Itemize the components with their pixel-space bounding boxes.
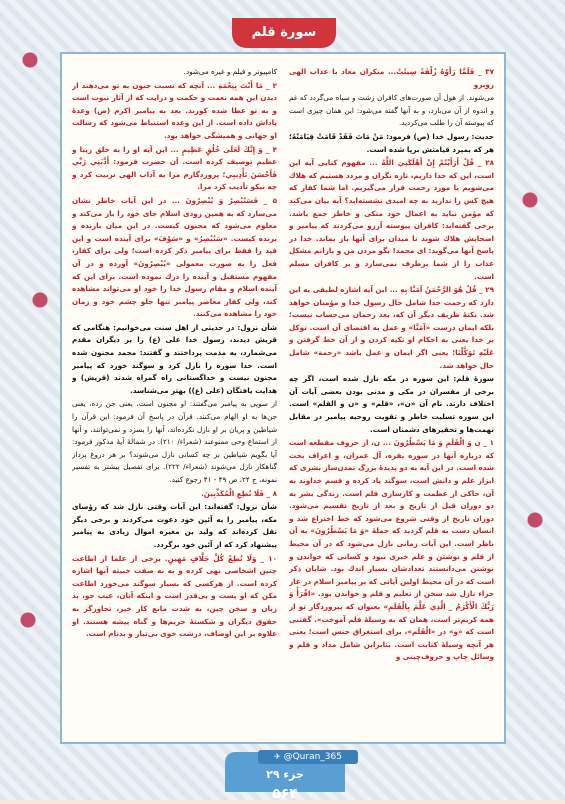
juz-label: جزء ۲۹ [266, 768, 304, 781]
left-column-paragraph: ۵ _ فَسَتُبْصِرُ وَ يُبْصِرُونَ ... در اين آيات خاطر نشان مى‌سازد كه به همين زودى اسلام جاى خود را باز مى‌كند و معلوم مى‌شود كه مجنون كيست. در اين ميان بازنده و برنده كيست. «سَتُبْصِرُ» و «سَوْفَ» براى آينده است و اين قيد را فقط براى پيامبر ذكر كرده است؛ ولى براى كفار، فعل را به صورت معمولى «يُبْصِرُونَ» آورده و در آن مفهوم مستقبل و آينده را درك نموده است. براى اين كه آينده اسلام و مقام رسول خدا را خود او مى‌تواند مشاهده كند، ولى كفار معاصر پيامبر تنها جلو چشم خود و زمان خود را مشاهده مى‌كنند. [72, 195, 277, 319]
left-column [72, 66, 277, 736]
right-column [289, 66, 494, 736]
telegram-icon: ✈ [274, 752, 281, 761]
right-column-paragraph: حديث: رسول خدا (ص) فرمود: مَنْ مَاتَ فَقَدْ قَامَتْ قِيَامَتُهُ؛ هر كه بميرد قيامتش برپا شده است. [289, 131, 494, 154]
left-column-paragraph: از سويى به پيامبر مى‌گفتند: او مجنون است، يعنى جن زده، يعنى جن‌ها به او الهام مى‌كنند. قرآن در پاسخ آن فرمود: اين قرآن را شياطين و پريان بر او نازل نكرده‌اند، آنها را بسزد و نمى‌توانند، و آنها از استماع وحى ممنوعند (شعراء/ ۲۱۰). در شمالهٔ آيهٔ مذكور فرمود: آيا بگويم شياطين بر چه كسانى نازل مى‌شوند؟ بر هر دروغ پرداز گناهكار نازل مى‌شوند (شعراء/ ۲۲۲). براى تفصيل بيشتر به تفسير نمونه، ج ۲۴، ص ۴۹ - ۴۱ رجوع كنيد. [72, 399, 277, 484]
left-column-paragraph: كامپيوتر و فيلم و غيره مى‌شود. [183, 67, 277, 76]
page-number: ۵۶۴ [272, 786, 298, 802]
left-column-paragraph: ۸ _ فَلَا تُطِعِ الْمُكَذِّبِينَ. [201, 488, 277, 498]
right-column-paragraph: ۲۸ _ قُلْ أَرَأَيْتُمْ إِنْ أَهْلَكَنِيَ اللَّهُ ... مفهوم كنايى آيه اين است، اين كه خدا داريم، تازه نگران و مردد هستيم كه هلاك مى‌شويم يا مورد رحمت قرار مى‌گيريم. اما شما كفار كه هيچ كس را نداريد به چه اميدى نشسته‌ايد؟ آيه بيان مى‌كند كه مؤمن نبايد به اعمال خود متكى و خاطر جمع باشد. برخى گفته‌اند: كافران پيوسته آرزو مى‌كردند كه پيامبر و اصحابش هلاك شوند تا ميدان براى آنها باز بماند. خدا در پاسخ آنها مى‌گويد: اى محمد! بگو مردن من و يارانم مشكل عذاب را از شما برطرف نمى‌سازد و بر كافران مسلم است. [289, 158, 494, 281]
channel-name: @Quran_365 [283, 752, 342, 762]
left-column-paragraph: شأن نزول: گفته‌اند: اين آيات وقتى نازل شد كه رؤساى مكه، پيامبر را به آئين خود دعوت مى‌كردند و برخى ديگر نقل كرده‌اند كه وليد بن مغيره اموال زيادى به پيامبر پيشنهاد كرد كه از آئين خود برگردد. [72, 502, 277, 549]
channel-badge [258, 750, 358, 764]
right-column-paragraph: سورهٔ قلم: اين سوره در مكه نازل شده است، اگر چه برخى از مفسران در مكى و مدنى بودن بعضى آيات آن اختلاف دارند. نام آن «ن»، «قلم» و «ن و القلم» است. اين سوره تسليت خاطر و تقويت روحيه پيامبر در مقابل تهمت‌ها و تحقيرهاى دشمنان است. [289, 374, 494, 434]
right-column-paragraph: مى‌شوند. از هول آن صورت‌هاى كافران زشت و سياه مى‌گردد كه غم و اندوه از آن مى‌بارد، و به آنها گفته مى‌شود: اين همان چيزى است كه پيوسته آن را طلب مى‌كرديد. [289, 93, 494, 128]
right-column-paragraph: ۱ _ ن وَ الْقَلَمِ وَ مَا يَسْطُرُونَ ... ن، از حروف مقطعه است كه درباره آنها در سوره بقره، آل عمران، و اعراف بحث شده است. در اين آيه به دو پديدهٔ بزرگ تمدن‌ساز بشرى كه ابزار علم و دانش است، سوگند ياد كرده و قسم خداوند به آن، حاكى از عظمت و كارسازى قلم است. زندگى بشر به دو دوران قبل از تاريخ و بعد از تاريخ تقسيم مى‌شود. دوران تاريخ از وقتى شروع مى‌شود كه خط اختراع شد و انسان دست به قلم گرديد كه جملهٔ «وَ مَا يَسْطُرُونَ» به آن ناظر است. اين آيات زمانى نازل مى‌شود كه در آن محيط از قلم و نوشتن و علم خبرى نبود و كسانى كه خواندن و نوشتن مى‌دانستند تعدادشان بسيار اندك بود. شايان ذكر است كه در آن محيط اولين آياتى كه بر پيامبر اسلام در غار حراء نازل شد سخن از تعليم و قلم و خواندن بود. «اقْرَأْ وَ رَبُّكَ الْأَكْرَمُ _ الَّذِي عَلَّمَ بِالْقَلَمِ» يعنوان كه پيروردگار تو از همه كريم‌تر است، همان كه به وسيلهٔ قلم آموخت». گفتنى است كه «و» در «الْقَلَم»، براى استغراق جنس است؛ يعنى هر آنچه وسيلهٔ كتابت است. بنابراين شامل مداد و قلم و وسائل چاپ و حروف‌چينى و [289, 438, 494, 662]
surah-title: سورة قلم [232, 18, 336, 48]
left-column-paragraph: ۲ _ مَا أَنْتَ بِنِعْمَةِ ... آنچه كه نسبت جنون به تو مى‌دهند از ديدن اين همه نعمت و حكمت و درايت كه از آثار نبوت است و به تو عطا شده كورند. بعد به پيامبر اكرم (ص) وعدهٔ پاداش داده است. از اين وعده استنباط مى‌شود كه رسالت او جهانى و هميشگى خواهد بود. [72, 80, 277, 140]
left-column-paragraph: شأن نزول: در حديثى از اهل سنت مى‌خوانيم: هنگامى كه قريش ديدند، رسول خدا على (ع) را بر ديگران مقدم مى‌شمارد، به مذمت پرداختند و گفتند: محمد مجنون شده است. خدا سوره را نازل كرد و سوگند خورد كه پيامبر مجنون نيست و خداگستانى راه گمراه شدند (قريش) و هدايت يافتگان (على (ع)) بهتر مى‌شناسد. [72, 322, 277, 395]
right-column-paragraph: ۲۹ _ قُلْ هُوَ الرَّحْمَنُ آمَنَّا بِهِ ... اين آيه اشاره لطيفى به اين دارد كه رحمت خدا شامل حال رسول خدا و مؤمنان خواهد شد. نكتهٔ ظريف ديگر آن كه، بعد رحمان مى‌حساب نيست؛ بلكه ايمان درست «آمَنَّا» و عمل به اقتضاى آن است. توكل بر خدا يعنى به احكام او تكيه كردن و از آن خط گرفتن و عَلَيْهِ تَوَكَّلْنَا؛ يعنى اگر ايمان و عمل باشد «رحمة» شامل حال خواهد شد. [289, 285, 494, 370]
left-column-paragraph: ۴ _ وَ إِنَّكَ لَعَلَى خُلُقٍ عَظِيمٍ ... اين آيه او را به خلق زيبا و عظيم توصيف كرده است. آن حضرت فرمود: أَدَّبَنِي رَبِّي فَأَحْسَنَ تَأْدِيبِي؛ پروردگارم مرا به آداب الهى تربيت كرد و چه نيكو تأديب كرد مرا. [72, 144, 277, 192]
left-column-paragraph: ۱۰ _ وَلَا تُطِعْ كُلَّ حَلَّافٍ مَهِينٍ. برخى از علما از اطاعت چنين اشخاصى نهى كرده و به نه صفت خبيثه آنها اشاره كرده است. از هركسى كه بسيار سوگند مى‌خورد اطاعت مكن كه او پست و بى‌قدر است و اينكه آنان، عيب جو، بد زبان و سخن چين، به شدت مانع كار خير، تجاوزگر به حقوق ديگران و شكستهٔ حريم‌ها و گناه پيشه هستند. او علاوه بر اين اوصاف، درشت خوى بى‌تبار و بدنام است. [72, 553, 277, 639]
right-column-paragraph: ۳۷ _ فَلَمَّا رَأَوْهُ زُلْفَةً سِيئَتْ... منكران معاد با عذاب الهى روبرو [289, 67, 494, 89]
page-body [60, 52, 506, 744]
